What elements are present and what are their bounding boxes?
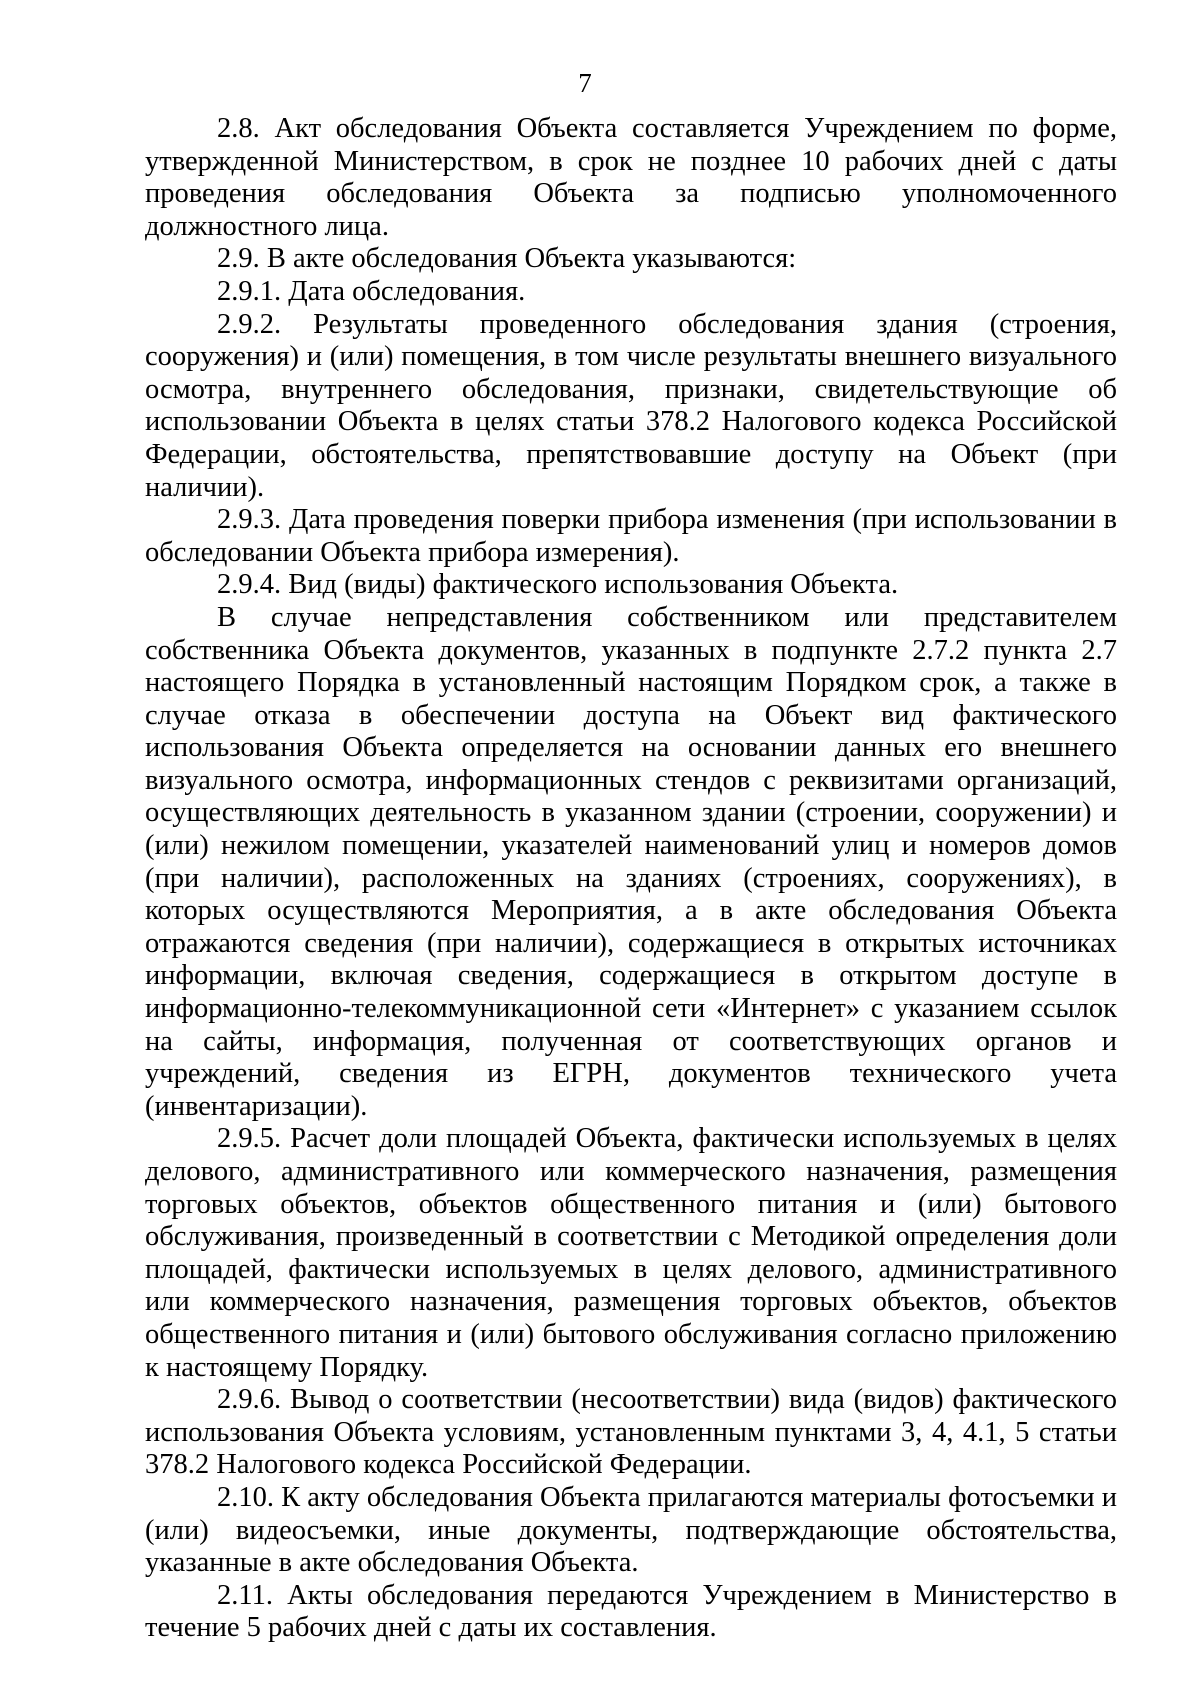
paragraph-2-10: 2.10. К акту обследования Объекта прилагаются материалы фотосъемки и (или) видеосъемки, иные документы, подтверждающие обстоятельства, указанные в акте обследования Объекта.: [145, 1481, 1118, 1579]
paragraph-2-9-5: 2.9.5. Расчет доли площадей Объекта, фактически используемых в целях делового, административного или коммерческого назначения, размещения торговых объектов, объектов общественного питания и (или) бытового обслуживания, произведенный в соответствии с Методикой определения доли площадей, фактически используемых в целях делового, административного или коммерческого назначения, размещения торговых объектов, объектов общественного питания и (или) бытового обслуживания согласно приложению к настоящему Порядку.: [145, 1123, 1117, 1383]
paragraph-2-9-1: 2.9.1. Дата обследования.: [217, 275, 526, 307]
paragraph-2-9-2: 2.9.2. Результаты проведенного обследования здания (строения, сооружения) и (или) помещения, в том числе результаты внешнего визуального осмотра, внутреннего обследования, признаки, свидетельствующие об использовании Объекта в целях статьи 378.2 Налогового кодекса Российской Федерации, обстоятельства, препятствовавшие доступу на Объект (при наличии).: [145, 308, 1117, 503]
page-number: 7: [578, 68, 592, 98]
paragraph-2-9-3: 2.9.3. Дата проведения поверки прибора изменения (при использовании в обследовании Объекта прибора измерения).: [145, 504, 1117, 568]
paragraph-2-9: 2.9. В акте обследования Объекта указываются:: [217, 243, 797, 275]
document-body: [145, 113, 1117, 1645]
paragraph-2-9-4: 2.9.4. Вид (виды) фактического использования Объекта.: [217, 569, 899, 601]
paragraph-2-9-6: 2.9.6. Вывод о соответствии (несоответствии) вида (видов) фактического использования Объекта условиям, установленным пунктами 3, 4, 4.1, 5 статьи 378.2 Налогового кодекса Российской Федерации.: [145, 1384, 1117, 1481]
paragraph-2-8: 2.8. Акт обследования Объекта составляется Учреждением по форме, утвержденной Министерством, в срок не позднее 10 рабочих дней с даты проведения обследования Объекта за подписью уполномоченного должностного лица.: [145, 113, 1117, 242]
paragraph-2-11: 2.11. Акты обследования передаются Учреждением в Министерство в течение 5 рабочих дней с даты их составления.: [145, 1579, 1117, 1644]
paragraph-in-case-of-non-submission: В случае непредставления собственником или представителем собственника Объекта документов, указанных в подпункте 2.7.2 пункта 2.7 настоящего Порядка в установленный настоящим Порядком срок, а также в случае отказа в обеспечении доступа на Объект вид фактического использования Объекта определяется на основании данных его внешнего визуального осмотра, информационных стендов с реквизитами организаций, осуществляющих деятельность в указанном здании (строении, сооружении) и (или) нежилом помещении, указателей наименований улиц и номеров домов (при наличии), расположенных на зданиях (строениях, сооружениях), в которых осуществляются Мероприятия, а в акте обследования Объекта отражаются сведения (при наличии), содержащиеся в открытых источниках информации, включая сведения, содержащиеся в открытом доступе в информационно-телекоммуникационной сети «Интернет» с указанием ссылок на сайты, информация, полученная от соответствующих органов и учреждений, сведения из ЕГРН, документов технического учета (инвентаризации).: [145, 601, 1117, 1122]
